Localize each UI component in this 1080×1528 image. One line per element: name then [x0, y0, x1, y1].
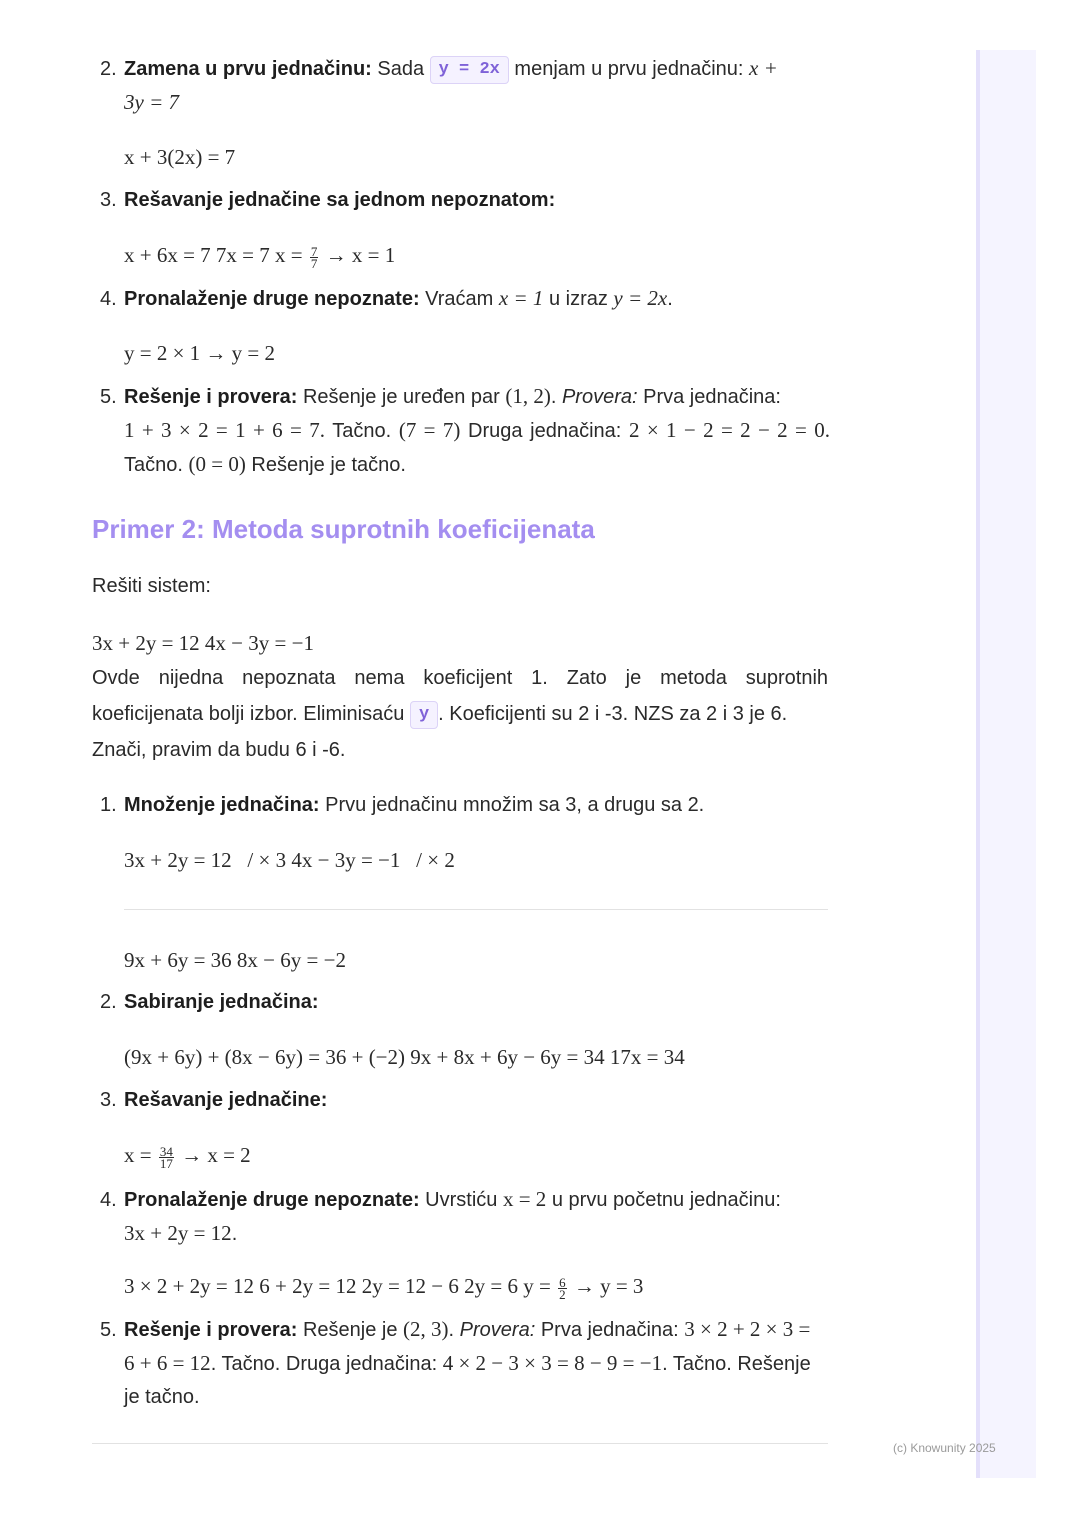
step-4: [100, 282, 830, 316]
inline-math: x = 1: [498, 286, 544, 310]
step-text: u izraz: [543, 288, 614, 310]
inline-code: y = 2x: [430, 56, 509, 84]
math-text: x =: [124, 1143, 157, 1167]
math-block: y = 2 × 1 → y = 2: [124, 341, 276, 365]
step-text: .: [448, 1319, 460, 1341]
step-title: Množenje jednačina:: [124, 794, 320, 816]
math-block: (9x + 6y) + (8x − 6y) = 36 + (−2) 9x + 8x + 6y − 6y = 34 17x = 34: [124, 1045, 685, 1069]
math-text: 3 × 2 + 2y = 12 6 + 2y = 12 2y = 12 − 6 2y = 6 y =: [124, 1274, 557, 1298]
step-3: [100, 1084, 830, 1117]
step-text: .: [550, 386, 562, 408]
step-text: u prvu početnu jednačinu:: [546, 1189, 781, 1211]
step-number: 5.: [100, 1319, 117, 1341]
inline-math: (1, 2): [505, 384, 551, 408]
math-text: x + 6x = 7 7x = 7 x =: [124, 243, 308, 267]
step-text: Prva jednačina:: [637, 386, 781, 408]
step-text: Tačno.: [124, 454, 189, 476]
step-number: 2.: [100, 991, 117, 1013]
step-text: Prva jednačina:: [535, 1319, 685, 1341]
math-text: → x = 1: [320, 243, 396, 267]
step-5: [100, 380, 830, 482]
fraction-denominator: 17: [159, 1155, 173, 1171]
step-number: 1.: [100, 794, 117, 816]
section-heading: Primer 2: Metoda suprotnih koeficijenata: [92, 514, 595, 544]
step-text: Rešenje je tačno.: [245, 454, 406, 476]
fraction-denominator: 2: [559, 1286, 566, 1302]
divider: [124, 909, 828, 910]
step-text: . Tačno. Rešenje: [662, 1353, 811, 1375]
fraction: [159, 1143, 174, 1171]
step-text: Rešenje je uređen par: [297, 386, 506, 408]
step-text: Tačno.: [332, 420, 392, 442]
intro-line-1: Ovde nijedna nepoznata nema koeficijent 1. Zato je metoda suprotnih: [92, 667, 829, 689]
inline-code: y: [410, 701, 438, 729]
math-text: → y = 3: [568, 1274, 644, 1298]
step-number: 5.: [100, 386, 117, 408]
step-number: 4.: [100, 1189, 117, 1211]
system-equations: 3x + 2y = 12 4x − 3y = −1: [92, 631, 314, 655]
inline-math: 2 × 1 − 2 = 2 − 2 = 0.: [629, 418, 830, 442]
step-text: Rešenje je: [297, 1319, 404, 1341]
intro-text: . Koeficijenti su 2 i -3. NZS za 2 i 3 je 6.: [438, 703, 788, 725]
math-block: 3x + 2y = 12 / × 3 4x − 3y = −1 / × 2: [124, 848, 455, 872]
inline-math: y = 2x: [613, 286, 668, 310]
step-title: Sabiranje jednačina:: [124, 991, 319, 1013]
inline-math: 1 + 3 × 2 = 1 + 6 = 7.: [124, 418, 325, 442]
step-text: Vraćam: [419, 288, 499, 310]
step-text: Uvrstiću: [419, 1189, 503, 1211]
inline-math: 6 + 6 = 12: [124, 1351, 211, 1375]
math-block: 9x + 6y = 36 8x − 6y = −2: [124, 948, 346, 972]
step-1: [100, 789, 830, 822]
step-title: Zamena u prvu jednačinu:: [124, 58, 372, 80]
step-number: 2.: [100, 58, 117, 80]
fraction-numerator: 7: [310, 243, 318, 259]
step-2: [100, 986, 830, 1019]
inline-math: x = 2: [502, 1187, 547, 1211]
step-number: 3.: [100, 1089, 117, 1111]
step-title: Rešenje i provera:: [124, 386, 298, 408]
inline-math: 3y = 7: [124, 90, 179, 114]
inline-math: (7 = 7): [398, 418, 461, 442]
step-text: . Tačno. Druga jednačina:: [210, 1353, 443, 1375]
bottom-divider: [92, 1443, 828, 1444]
step-title: Pronalaženje druge nepoznate:: [124, 1189, 420, 1211]
step-text: .: [667, 288, 673, 310]
step-title: Rešavanje jednačine sa jednom nepoznatom:: [124, 189, 556, 211]
inline-math: 3x + 2y = 12: [124, 1221, 232, 1245]
step-4: [100, 1183, 830, 1251]
fraction-numerator: 34: [159, 1143, 173, 1159]
math-block: [124, 240, 395, 270]
step-number: 3.: [100, 189, 117, 211]
inline-math: 3 × 2 + 2 × 3 =: [684, 1317, 811, 1341]
fraction-denominator: 7: [310, 255, 318, 271]
step-title: Rešenje i provera:: [124, 1319, 298, 1341]
step-title: Rešavanje jednačine:: [124, 1089, 328, 1111]
math-text: → x = 2: [175, 1143, 251, 1167]
inline-math: (2, 3): [403, 1317, 449, 1341]
step-text: jednačina:: [530, 420, 622, 442]
italic-label: Provera:: [561, 386, 638, 408]
step-text: Druga: [468, 420, 523, 442]
fraction: [558, 1274, 567, 1302]
italic-label: Provera:: [459, 1319, 536, 1341]
step-text: Prvu jednačinu množim sa 3, a drugu sa 2.: [319, 794, 705, 816]
step-text: .: [231, 1223, 238, 1245]
inline-math: x +: [749, 56, 778, 80]
step-text: menjam u prvu jednačinu:: [508, 58, 750, 80]
math-block: [124, 1140, 251, 1170]
fraction-numerator: 6: [559, 1274, 566, 1290]
step-2: [100, 52, 830, 120]
step-title: Pronalaženje druge nepoznate:: [124, 288, 420, 310]
step-5: [100, 1313, 830, 1414]
step-3: [100, 184, 830, 217]
step-number: 4.: [100, 288, 117, 310]
math-block: [124, 1271, 643, 1301]
fraction: [310, 243, 319, 271]
inline-math: (0 = 0): [188, 452, 246, 476]
task-label: Rešiti sistem:: [92, 575, 211, 597]
intro-text: koeficijenata bolji izbor. Eliminisaću: [92, 703, 410, 725]
right-margin-panel: [976, 50, 1036, 1478]
copyright-footer: (c) Knowunity 2025: [893, 1441, 996, 1455]
intro-line-2: [92, 696, 828, 732]
math-block: x + 3(2x) = 7: [124, 145, 236, 169]
intro-line-3: Znači, pravim da budu 6 i -6.: [92, 739, 346, 761]
step-text: Sada: [371, 58, 430, 80]
inline-math: 4 × 2 − 3 × 3 = 8 − 9 = −1: [442, 1351, 663, 1375]
step-text: je tačno.: [124, 1386, 200, 1408]
